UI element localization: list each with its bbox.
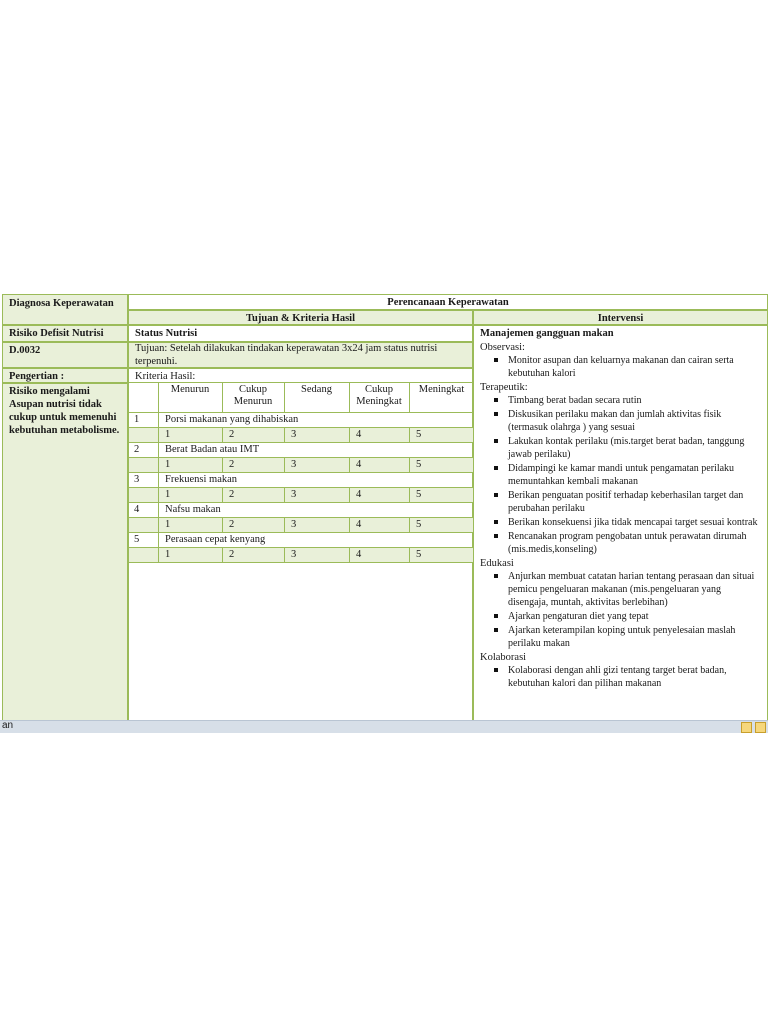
score-value: 4	[356, 519, 362, 530]
score-value: 3	[291, 429, 297, 440]
intervensi-header-text: Intervensi	[597, 313, 644, 324]
score-value: 2	[229, 459, 235, 470]
score-value: 2	[229, 429, 235, 440]
print-layout-icon[interactable]	[741, 722, 752, 733]
score-value: 1	[165, 459, 171, 470]
intervensi-section-title: Terapeutik:	[480, 382, 528, 393]
document-table	[0, 293, 768, 721]
scale-sedang: Sedang	[301, 384, 332, 395]
intervensi-item: Lakukan kontak perilaku (mis.target berat badan, tanggung jawab perilaku)	[508, 435, 761, 461]
criteria-number: 3	[134, 474, 140, 485]
score-value: 5	[416, 549, 422, 560]
intervensi-list	[480, 664, 761, 690]
score-value: 1	[165, 549, 171, 560]
tujuan-cell	[128, 342, 473, 368]
criteria-row	[129, 413, 474, 428]
tujuan-text: Tujuan: Setelah dilakukan tindakan keperawatan 3x24 jam status nutrisi terpenuhi.	[135, 343, 438, 367]
criteria-number: 5	[134, 534, 140, 545]
score-value: 3	[291, 459, 297, 470]
intervensi-item: Ajarkan keterampilan koping untuk penyelesaian maslah perilaku makan	[508, 624, 761, 650]
score-value: 4	[356, 549, 362, 560]
intervensi-header	[473, 310, 768, 325]
intervensi-sections	[480, 341, 761, 690]
status-bar-text: an	[2, 720, 14, 731]
criteria-score-row	[129, 428, 474, 443]
intervensi-list	[480, 570, 761, 650]
criteria-score-row	[129, 458, 474, 473]
criteria-score-row	[129, 488, 474, 503]
scale-menurun: Menurun	[170, 384, 210, 395]
criteria-text: Perasaan cepat kenyang	[165, 534, 266, 545]
criteria-text: Porsi makanan yang dihabiskan	[165, 414, 299, 425]
criteria-row	[129, 503, 474, 518]
intervensi-item: Diskusikan perilaku makan dan jumlah aktivitas fisik (termasuk olahrga ) yang sesuai	[508, 408, 761, 434]
risk-title-cell	[2, 325, 128, 342]
score-value: 2	[229, 549, 235, 560]
criteria-score-row	[129, 548, 474, 563]
kriteria-label: Kriteria Hasil:	[135, 371, 196, 382]
score-value: 4	[356, 489, 362, 500]
intervensi-item: Rencanakan program pengobatan untuk perawatan dirumah (mis.medis,konseling)	[508, 530, 761, 556]
criteria-row	[129, 533, 474, 548]
intervensi-section-title: Kolaborasi	[480, 652, 527, 663]
score-value: 5	[416, 489, 422, 500]
intervensi-item: Anjurkan membuat catatan harian tentang perasaan dan situai pemicu pengeluaran makanan (mis.pengeluaran yang disengaja, muntah, aktivitas berlebihan)	[508, 570, 761, 609]
definition-text: Risiko mengalami Asupan nutrisi tidak cukup untuk memenuhi kebutuhan metabolisme.	[9, 386, 120, 436]
intervensi-section-title: Observasi:	[480, 342, 525, 353]
score-value: 1	[165, 489, 171, 500]
perencanaan-header-text: Perencanaan Keperawatan	[387, 297, 509, 308]
tujuan-header	[128, 310, 473, 325]
full-screen-icon[interactable]	[755, 722, 766, 733]
pengertian-cell	[2, 368, 128, 383]
score-value: 3	[291, 519, 297, 530]
score-value: 2	[229, 519, 235, 530]
risk-title: Risiko Defisit Nutrisi	[9, 328, 104, 339]
intervensi-item: Monitor asupan dan keluarnya makanan dan cairan serta kebutuhan kalori	[508, 354, 761, 380]
status-cell	[128, 325, 473, 342]
diagnosis-code: D.0032	[9, 345, 41, 356]
criteria-row	[129, 443, 474, 458]
intervensi-title: Manajemen gangguan makan	[480, 328, 614, 339]
intervensi-item: Timbang berat badan secara rutin	[508, 394, 761, 407]
perencanaan-header	[128, 294, 768, 310]
intervensi-item: Kolaborasi dengan ahli gizi tentang target berat badan, kebutuhan kalori dan pilihan makanan	[508, 664, 761, 690]
intervensi-item: Ajarkan pengaturan diet yang tepat	[508, 610, 761, 623]
intervensi-list	[480, 394, 761, 556]
score-value: 5	[416, 519, 422, 530]
scale-cukup-menurun: Cukup Menurun	[233, 384, 273, 407]
diagnosa-header-text: Diagnosa Keperawatan	[9, 298, 114, 309]
criteria-text: Berat Badan atau IMT	[165, 444, 260, 455]
pengertian-label: Pengertian :	[9, 371, 65, 382]
code-cell	[2, 342, 128, 368]
scale-header-row	[129, 383, 474, 413]
criteria-number: 2	[134, 444, 140, 455]
score-value: 1	[165, 519, 171, 530]
criteria-grid	[128, 383, 473, 721]
score-value: 1	[165, 429, 171, 440]
intervensi-item: Berikan konsekuensi jika tidak mencapai target sesuai kontrak	[508, 516, 761, 529]
scale-meningkat: Meningkat	[418, 384, 465, 395]
status-bar	[0, 720, 768, 733]
diagnosa-header	[2, 294, 128, 325]
score-value: 3	[291, 549, 297, 560]
score-value: 3	[291, 489, 297, 500]
intervensi-section-title: Edukasi	[480, 558, 514, 569]
criteria-text: Frekuensi makan	[165, 474, 238, 485]
tujuan-header-text: Tujuan & Kriteria Hasil	[246, 313, 355, 324]
intervensi-item: Berikan penguatan positif terhadap keberhasilan target dan perubahan perilaku	[508, 489, 761, 515]
score-value: 5	[416, 429, 422, 440]
score-value: 5	[416, 459, 422, 470]
intervensi-cell	[473, 325, 768, 721]
criteria-row	[129, 473, 474, 488]
score-value: 2	[229, 489, 235, 500]
criteria-number: 4	[134, 504, 140, 515]
criteria-score-row	[129, 518, 474, 533]
status-title: Status Nutrisi	[135, 328, 198, 339]
intervensi-list	[480, 354, 761, 380]
intervensi-item: Didampingi ke kamar mandi untuk pengamatan perilaku memuntahkan kembali makanan	[508, 462, 761, 488]
definition-cell	[2, 383, 128, 721]
score-value: 4	[356, 429, 362, 440]
criteria-text: Nafsu makan	[165, 504, 221, 515]
scale-cukup-meningkat: Cukup Meningkat	[356, 384, 402, 407]
criteria-number: 1	[134, 414, 140, 425]
score-value: 4	[356, 459, 362, 470]
kriteria-cell	[128, 368, 473, 383]
